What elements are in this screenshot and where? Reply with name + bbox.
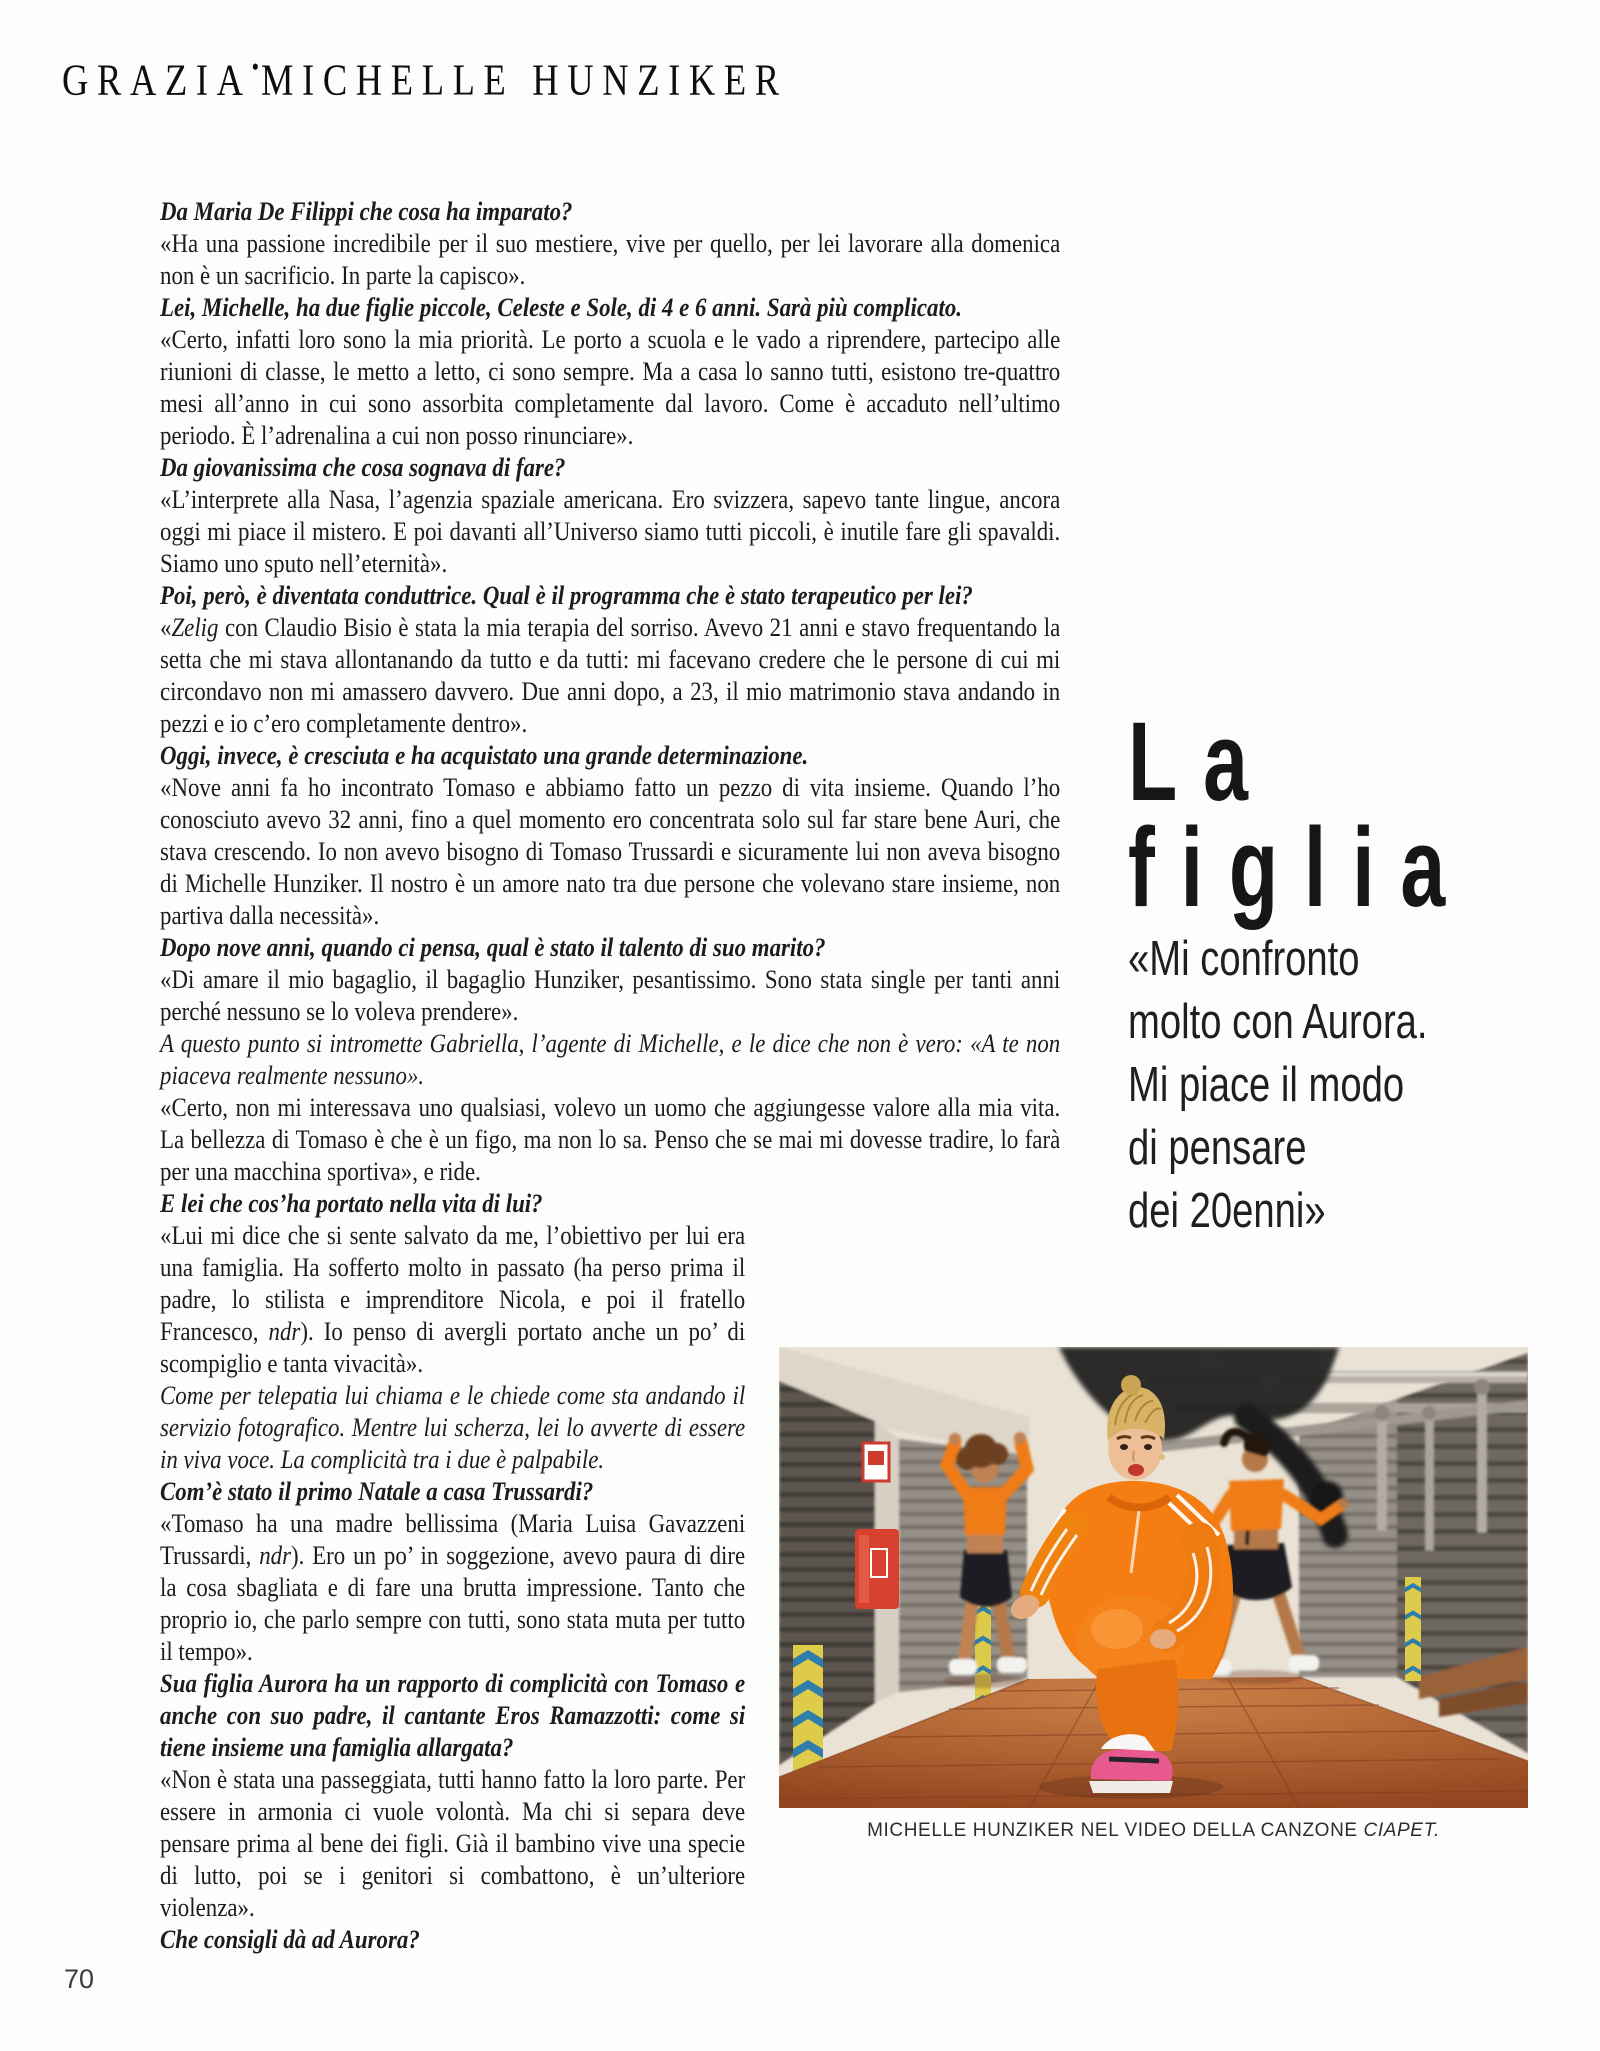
question-paragraph: Da Maria De Filippi che cosa ha imparato? [160, 197, 573, 226]
aside-paragraph: A questo punto si intromette Gabriella, l’agente di Michelle, e le dice che non è vero: «A te non piaceva realmente nessuno». [160, 1029, 1061, 1090]
answer-paragraph: «Ha una passione incredibile per il suo mestiere, vive per quello, per lei lavorare alla domenica non è un sacrificio. In parte la capisco». [160, 229, 1061, 290]
question-paragraph: Dopo nove anni, quando ci pensa, qual è stato il talento di suo marito? [160, 933, 826, 962]
section-headline-line-2: figlia [1128, 805, 1472, 930]
question-paragraph: Com’è stato il primo Natale a casa Trussardi? [160, 1477, 594, 1506]
answer-paragraph: «Non è stata una passeggiata, tutti hanno fatto la loro parte. Per essere in armonia ci vuole volontà. Ma chi si separa deve pensare prima al bene dei figli. Già il bambino vive una specie di lutto, poi se i genitori si combattono, è un’ulteriore violenza». [160, 1765, 746, 1922]
section-headline-line-1: La [1128, 699, 1274, 824]
pull-quote-line: dei 20enni» [1128, 1184, 1326, 1238]
answer-text: ). Io penso di avergli portato anche un po’ di scompiglio e tanta vivacità». [160, 1317, 746, 1378]
show-title-italic: Zelig [171, 613, 219, 642]
caption-text: MICHELLE HUNZIKER NEL VIDEO DELLA CANZONE [867, 1820, 1364, 1841]
answer-text: con Claudio Bisio è stata la mia terapia del sorriso. Avevo 21 anni e stavo frequentando la setta che mi stava allontanando da tutto e da tutti: mi facevano credere che le persone di cui mi circondavo non mi amassero davvero. Due anni dopo, a 23, il mio matrimonio stava andando in pezzi e io c’ero completamente dentro». [160, 613, 1061, 738]
page-number: 70 [64, 1964, 95, 1994]
editors-note-italic: ndr [259, 1541, 291, 1570]
question-paragraph: Che consigli dà ad Aurora? [160, 1925, 420, 1954]
caption-song-title: CIAPET. [1363, 1820, 1440, 1841]
answer-text: « [160, 613, 172, 642]
question-paragraph: Lei, Michelle, ha due figlie piccole, Celeste e Sole, di 4 e 6 anni. Sarà più complicato. [160, 293, 962, 322]
question-paragraph: Da giovanissima che cosa sognava di fare? [160, 453, 566, 482]
photo-illustration [779, 1347, 1528, 1808]
question-paragraph: Poi, però, è diventata conduttrice. Qual è il programma che è stato terapeutico per lei? [160, 581, 973, 610]
answer-paragraph: «Di amare il mio bagaglio, il bagaglio Hunziker, pesantissimo. Sono stata single per tanti anni perché nessuno se lo voleva prendere». [160, 965, 1061, 1026]
answer-text: ). Ero un po’ in soggezione, avevo paura di dire la cosa sbagliata e di fare una brutta impressione. Tanto che proprio io, che parlo sempre con tutti, sono stata muta per tutto il tempo». [160, 1541, 746, 1666]
pull-quote-line: «Mi confronto [1128, 932, 1360, 986]
aside-paragraph: Come per telepatia lui chiama e le chiede come sta andando il servizio fotografico. Mentre lui scherza, lei lo avverte di essere in viva voce. La complicità tra i due è palpabile. [160, 1381, 746, 1474]
lips [1128, 1464, 1144, 1476]
answer-text: «Tomaso ha una madre bellissima (Maria Luisa Gavazzeni Trussardi, [160, 1509, 746, 1570]
bullet-separator-icon: • [251, 52, 260, 82]
article-subject: MICHELLE HUNZIKER [260, 55, 788, 106]
answer-text: «Lui mi dice che si sente salvato da me, l’obiettivo per lui era una famiglia. Ha sofferto molto in passato (ha perso prima il padre, lo stilista e imprenditore Nicola, e poi il fratello Francesco, [160, 1221, 746, 1346]
answer-paragraph: «L’interprete alla Nasa, l’agenzia spaziale americana. Ero svizzera, sapevo tante lingue, ancora oggi mi piace il mistero. E poi davanti all’Universo siamo tutti piccoli, è inutile fare gli spavaldi. Siamo uno sputo nell’eternità». [160, 485, 1061, 578]
question-paragraph: Oggi, invece, è cresciuta e ha acquistato una grande determinazione. [160, 741, 809, 770]
pull-quote-line: di pensare [1128, 1121, 1307, 1175]
pull-quote [1128, 928, 1428, 1243]
editors-note-italic: ndr [268, 1317, 301, 1346]
pull-quote-line: Mi piace il modo [1128, 1058, 1405, 1112]
pull-quote-line: molto con Aurora. [1128, 995, 1428, 1049]
answer-paragraph: «Nove anni fa ho incontrato Tomaso e abbiamo fatto un pezzo di vita insieme. Quando l’ho conosciuto avevo 32 anni, fino a quel momento ero concentrata solo sul far stare bene Auri, che stava crescendo. Io non avevo bisogno di Tomaso Trussardi e sicuramente lui non aveva bisogno di Michelle Hunziker. Il nostro è un amore nato tra due persone che volevano stare insieme, non partiva dalla necessità». [160, 773, 1061, 930]
magazine-logo: GRAZIA [62, 55, 252, 106]
photo [779, 1347, 1528, 1808]
magazine-header [62, 52, 788, 106]
answer-paragraph [160, 612, 1060, 740]
question-paragraph: E lei che cos’ha portato nella vita di lui? [160, 1189, 543, 1218]
question-paragraph: Sua figlia Aurora ha un rapporto di complicità con Tomaso e anche con suo padre, il cantante Eros Ramazzotti: come si tiene insieme una famiglia allargata? [160, 1669, 746, 1762]
answer-paragraph: «Certo, infatti loro sono la mia priorità. Le porto a scuola e le vado a riprendere, partecipo alle riunioni di classe, le metto a letto, ci sono sempre. Ma a casa lo sanno tutti, esistono tre-quattro mesi all’anno in cui sono assorbita completamente dal lavoro. Come è accaduto nell’ultimo periodo. È l’adrenalina a cui non posso rinunciare». [160, 325, 1061, 450]
answer-paragraph: «Certo, non mi interessava uno qualsiasi, volevo un uomo che aggiungesse valore alla mia vita. La bellezza di Tomaso è che è un figo, ma non lo sa. Penso che se mai mi dovesse tradire, lo farà per una macchina sportiva», e ride. [160, 1093, 1061, 1186]
photo-caption [779, 1820, 1528, 1842]
